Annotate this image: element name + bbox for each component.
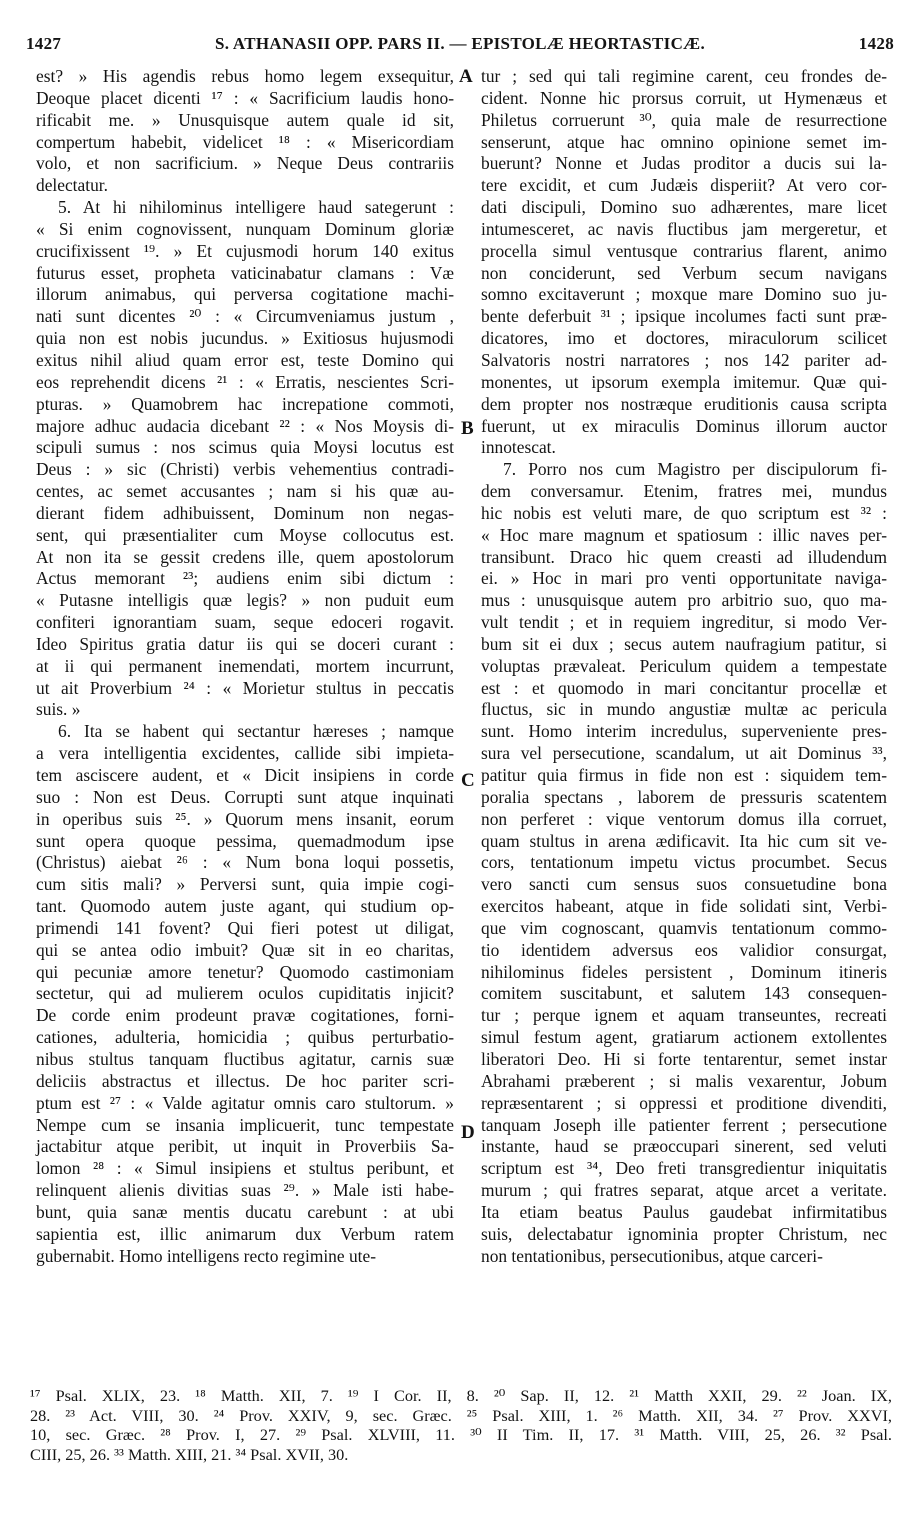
running-title: S. ATHANASII OPP. PARS II. — EPISTOLÆ HEORTASTICÆ. <box>214 34 706 53</box>
right-column-line: tio identidem adversus eos validior consurgat, <box>481 939 887 960</box>
left-column-line: qui pecuniæ amore tenetur? Quomodo castimoniam <box>36 961 454 982</box>
left-column-line: cationes, adulteria, homicidia ; quibus perturbatio- <box>36 1027 454 1048</box>
running-header <box>26 34 894 60</box>
left-column-line: confiteri ignorantiam suam, seque edoceri rogavit. <box>36 612 454 633</box>
margin-letter-b: B <box>461 418 474 439</box>
left-column-line: at ii qui permanent inemendati, mortem incurrunt, <box>36 655 454 676</box>
right-column-line: fuerunt, ut ex miraculis Dominus illorum auctor <box>481 415 887 436</box>
left-column-line: gubernabit. Homo intelligens recto regimine ute- <box>36 1245 376 1266</box>
left-column-line: illorum animabus, qui perversa cogitatione machi- <box>36 284 454 305</box>
right-column-line: dem conversamur. Etenim, fratres mei, mundus <box>481 481 887 502</box>
right-column-line: cident. Nonne hic prorsus corruit, ut Hymenæus et <box>481 87 887 108</box>
right-column-line: est : et quomodo in mari concitantur procellæ et <box>481 677 887 698</box>
right-column-line: vult tendit ; et in requiem ingreditur, si modo Ver- <box>481 612 887 633</box>
right-column-line: sunt. Homo interim incredulus, superveniente pres- <box>481 721 887 742</box>
left-column-line: Deus : » sic (Christi) verbis vehementius contradi- <box>36 459 454 480</box>
left-column-line: Ideo Spiritus gratia datur iis qui se doceri curant : <box>36 633 454 654</box>
right-column-line: exercitos habeant, atque in fide solidati sint, Verbi- <box>481 896 887 917</box>
left-column-line: in operibus suis ²⁵. » Quorum mens insanit, eorum <box>36 808 454 829</box>
right-column-line: buerunt? Nonne et Judas proditor a ducis sui la- <box>481 153 887 174</box>
left-column-line: sunt opera quoque pessima, quemadmodum ipse <box>36 830 454 851</box>
left-column-line: De corde enim prodeunt pravæ cogitationes, forni- <box>36 1005 454 1026</box>
footnotes <box>30 1386 892 1464</box>
left-column-line: est? » His agendis rebus homo legem exsequitur, <box>36 66 454 86</box>
right-column-line: intumesceret, ac navis fluctibus jam mergeretur, et <box>481 218 887 239</box>
right-column-line: comitem suscitabunt, et salutem 143 consequen- <box>481 983 887 1004</box>
right-column-line: instante, haud se præoccupari sinerent, sed veluti <box>481 1136 887 1157</box>
right-column-line: non perferet : vique ventorum domus illa corruet, <box>481 808 887 829</box>
right-column-line: mus : unusquisque autem pro arbitrio suo, quo ma- <box>481 590 887 611</box>
right-column-line: non conciderunt, sed Verbum secum navigans <box>481 262 887 283</box>
left-column-line: suis. » <box>36 699 81 720</box>
right-column-line: Ita etiam beatus Paulus gaudebat infirmitatibus <box>481 1201 887 1222</box>
right-column-line: liberatori Deo. Hi si forte tentarentur, semet instar <box>481 1048 887 1069</box>
left-column-line: sent, qui præsentialiter cum Moyse collocutus est. <box>36 524 454 545</box>
left-column-line: pturas. » Quamobrem hac increpatione commoti, <box>36 393 454 414</box>
left-column-line: ut ait Proverbium ²⁴ : « Morietur stultus in peccatis <box>36 677 454 698</box>
left-column-line: primendi 141 fovent? Qui fieri potest ut diligat, <box>36 917 454 938</box>
page-number-left: 1427 <box>26 34 62 53</box>
right-column-line: « Hoc mare magnum et spatiosum : illic naves per- <box>481 524 887 545</box>
left-column-line: dierant fidem adhibuissent, Dominum non negas- <box>36 502 454 523</box>
left-column-line: a vera intelligentia excidentes, callide sibi impieta- <box>36 743 454 764</box>
left-column-line: jactabitur atque peribit, ut inquit in Proverbiis Sa- <box>36 1136 454 1157</box>
right-column-line: dem propter nos nostræque eruditionis causa scripta <box>481 393 887 414</box>
right-column-line: fluctus, sic in mundo angustiæ multæ ac pericula <box>481 699 887 720</box>
left-column-line: ptum est ²⁷ : « Valde agitatur omnis caro stultorum. » <box>36 1092 454 1113</box>
left-column-line: « Si enim cognovissent, nunquam Dominum gloriæ <box>36 218 454 239</box>
right-column-line: non tentationibus, persecutionibus, atque carceri- <box>481 1245 823 1266</box>
right-column-line: tur ; sed qui tali regimine carent, ceu frondes de- <box>481 66 887 86</box>
left-column-line: compertum habebit, videlicet ¹⁸ : « Misericordiam <box>36 131 454 152</box>
right-column-line: monentes, ut ipsorum exempla imitemur. Quæ qui- <box>481 371 887 392</box>
left-column-line: At non ita se gessit credens ille, quem apostolorum <box>36 546 454 567</box>
left-column-line: sapientia est, illic animarum dux Verbum ratem <box>36 1223 454 1244</box>
left-column-line: scipuli sumus : nos scimus quia Moysi locutus est <box>36 437 454 458</box>
right-column-line: procella simul ventusque contrarius flarent, animo <box>481 240 887 261</box>
left-column-line: nibus stultus tanquam fluctibus agitatur, carnis suæ <box>36 1048 454 1069</box>
right-column-line: dati discipuli, Domino suo adhærentes, mare licet <box>481 197 887 218</box>
footnotes-line: 28. ²³ Act. VIII, 30. ²⁴ Prov. XXIV, 9, sec. Græc. ²⁵ Psal. XIII, 1. ²⁶ Matth. XII, 34. ²⁷ Prov. XXVI, <box>30 1405 892 1425</box>
left-column-line: quia non est nobis jucundus. » Exitiosus hujusmodi <box>36 328 454 349</box>
right-column-line: transibunt. Draco hic quem creasti ad illudendum <box>481 546 887 567</box>
left-column-line: rificabit me. » Unusquisque autem quale id sit, <box>36 109 454 130</box>
right-column-line: senserunt, atque hac omnino opinione semet im- <box>481 131 887 152</box>
right-column-line: ei. » Hoc in mari pro venti opportunitate naviga- <box>481 568 887 589</box>
left-column-line: « Putasne intelligis quæ legis? » non puduit eum <box>36 590 454 611</box>
right-column-line: voluptas prævaleat. Periculum quidem a tempestate <box>481 655 887 676</box>
left-column-line: qui se antea odio imbuit? Quæ sit in eo charitas, <box>36 939 454 960</box>
right-column-line: patitur quia firmus in fide non est : siquidem tem- <box>481 765 887 785</box>
left-column <box>36 66 454 1267</box>
left-column-line: Actus memorant ²³; audiens enim sibi dictum : <box>36 568 454 589</box>
footnotes-line: CIII, 25, 26. ³³ Matth. XIII, 21. ³⁴ Psal. XVII, 30. <box>30 1444 349 1464</box>
left-column-line: 6. Ita se habent qui sectantur hæreses ; namque <box>58 721 454 742</box>
right-column-line: tere excidit, et cum Judæis disperiit? At vero cor- <box>481 175 887 196</box>
right-column-line: quam stultus in arena ædificavit. Ita hic cum sit ve- <box>481 830 887 851</box>
left-column-line: relinquent alienis divitias suas ²⁹. » Male isti habe- <box>36 1180 454 1201</box>
right-column-line: Abrahami præberent ; si malis vexarentur, Jobum <box>481 1070 887 1091</box>
right-column-line: nihilominus fideles persistent , Dominum itineris <box>481 961 887 982</box>
page-number-right: 1428 <box>858 34 894 53</box>
left-column-line: delectatur. <box>36 175 108 196</box>
left-column-line: bunt, quia sanæ mentis ducatu carebunt : at ubi <box>36 1201 454 1222</box>
right-column-line: simul festum agent, gratiarum actionem extollentes <box>481 1027 887 1048</box>
left-column-line: tem asciscere audent, et « Dicit insipiens in corde <box>36 765 454 785</box>
right-column-line: murum ; qui fratres separat, atque arcet a veritate. <box>481 1180 887 1201</box>
right-column <box>481 66 887 1267</box>
right-column-line: hic nobis est veluti mare, de quo scriptum est ³² : <box>481 502 887 523</box>
footnotes-line: 10, sec. Græc. ²⁸ Prov. I, 27. ²⁹ Psal. XLVIII, 11. ³⁰ II Tim. II, 17. ³¹ Matth. VIII, 25, 26. ³² Psal. <box>30 1425 892 1444</box>
right-column-line: Philetus corruerunt ³⁰, quia male de resurrectione <box>481 109 887 130</box>
left-column-line: eos reprehendit dicens ²¹ : « Erratis, nescientes Scri- <box>36 371 454 392</box>
right-column-line: vero sancti cum sensus suos consuetudine bona <box>481 874 887 895</box>
left-column-line: exitus nihil aliud quam error est, teste Domino qui <box>36 349 454 370</box>
right-column-line: somno excitaverunt ; moxque mare Domino suo ju- <box>481 284 887 305</box>
left-column-line: futurus esset, propheta vaticinabatur clamans : Væ <box>36 262 454 283</box>
right-column-line: cors, tentationum impetu victus procumbet. Secus <box>481 852 887 873</box>
left-column-line: tant. Quomodo autem juste agant, qui studium op- <box>36 896 454 917</box>
margin-letter-a: A <box>459 66 473 87</box>
left-column-line: crucifixissent ¹⁹. » Et cujusmodi horum 140 exitus <box>36 240 454 261</box>
left-column-line: (Christus) aiebat ²⁶ : « Num bona loqui possetis, <box>36 852 454 873</box>
margin-letter-c: C <box>461 770 475 791</box>
left-column-line: suo : Non est Deus. Corrupti sunt atque inquinati <box>36 786 454 807</box>
right-column-line: 7. Porro nos cum Magistro per discipulorum fi- <box>503 459 887 480</box>
right-column-line: Salvatoris nostri narratores ; nos 142 pariter ad- <box>481 349 887 370</box>
left-column-line: 5. At hi nihilominus intelligere haud sategerunt : <box>58 197 454 218</box>
right-column-line: que vim cognoscant, quamvis tentationum commo- <box>481 917 887 938</box>
left-column-line: Deoque placet dicenti ¹⁷ : « Sacrificium laudis hono- <box>36 87 454 108</box>
left-column-line: majore adhuc audacia dicebant ²² : « Nos Moysis di- <box>36 415 454 436</box>
left-column-line: lomon ²⁸ : « Simul insipiens et stultus peribunt, et <box>36 1158 454 1179</box>
left-column-line: cum sitis mali? » Perversi sunt, quia impie cogi- <box>36 874 454 895</box>
left-column-line: sectetur, qui ad mulierem oculos cupiditatis injicit? <box>36 983 454 1004</box>
left-column-line: nati sunt dicentes ²⁰ : « Circumveniamus justum , <box>36 306 454 327</box>
left-column-line: volo, et non sacrificium. » Neque Deus contrariis <box>36 153 454 174</box>
right-column-line: dicatores, imo et doctores, miraculorum scilicet <box>481 328 887 349</box>
right-column-line: bente deferbuit ³¹ ; ipsique incolumes facti sunt præ- <box>481 306 887 327</box>
footnotes-line: ¹⁷ Psal. XLIX, 23. ¹⁸ Matth. XII, 7. ¹⁹ I Cor. II, 8. ²⁰ Sap. II, 12. ²¹ Matth XXII, 29. ²² Joan. IX, <box>30 1386 892 1405</box>
right-column-line: scriptum est ³⁴, Deo freti transgredientur iniquitatis <box>481 1158 887 1179</box>
right-column-line: tur ; perque ignem et aquam transeuntes, recreati <box>481 1005 887 1026</box>
left-column-line: centes, ac semet accusantes ; nam si his quæ au- <box>36 481 454 502</box>
right-column-line: sura vel persecutione, scandalum, ut ait Dominus ³³, <box>481 743 887 764</box>
right-column-line: suis, delectabatur ignominia propter Christum, nec <box>481 1223 887 1244</box>
right-column-line: repræsentarent ; si oppressi et proditione divenditi, <box>481 1092 887 1113</box>
left-column-line: deliciis abstractus et illectus. De hoc pariter scri- <box>36 1070 454 1091</box>
margin-letter-d: D <box>461 1122 475 1143</box>
right-column-line: poralia spectans , laborem de pressuris scatentem <box>481 786 887 807</box>
left-column-line: Nempe cum se insania implicuerit, tunc tempestate <box>36 1114 454 1135</box>
right-column-line: innotescat. <box>481 437 556 458</box>
right-column-line: bum sit ei dux ; secus autem naufragium patitur, si <box>481 633 887 654</box>
right-column-line: tanquam Joseph ille patienter ferrent ; persecutione <box>481 1114 887 1135</box>
